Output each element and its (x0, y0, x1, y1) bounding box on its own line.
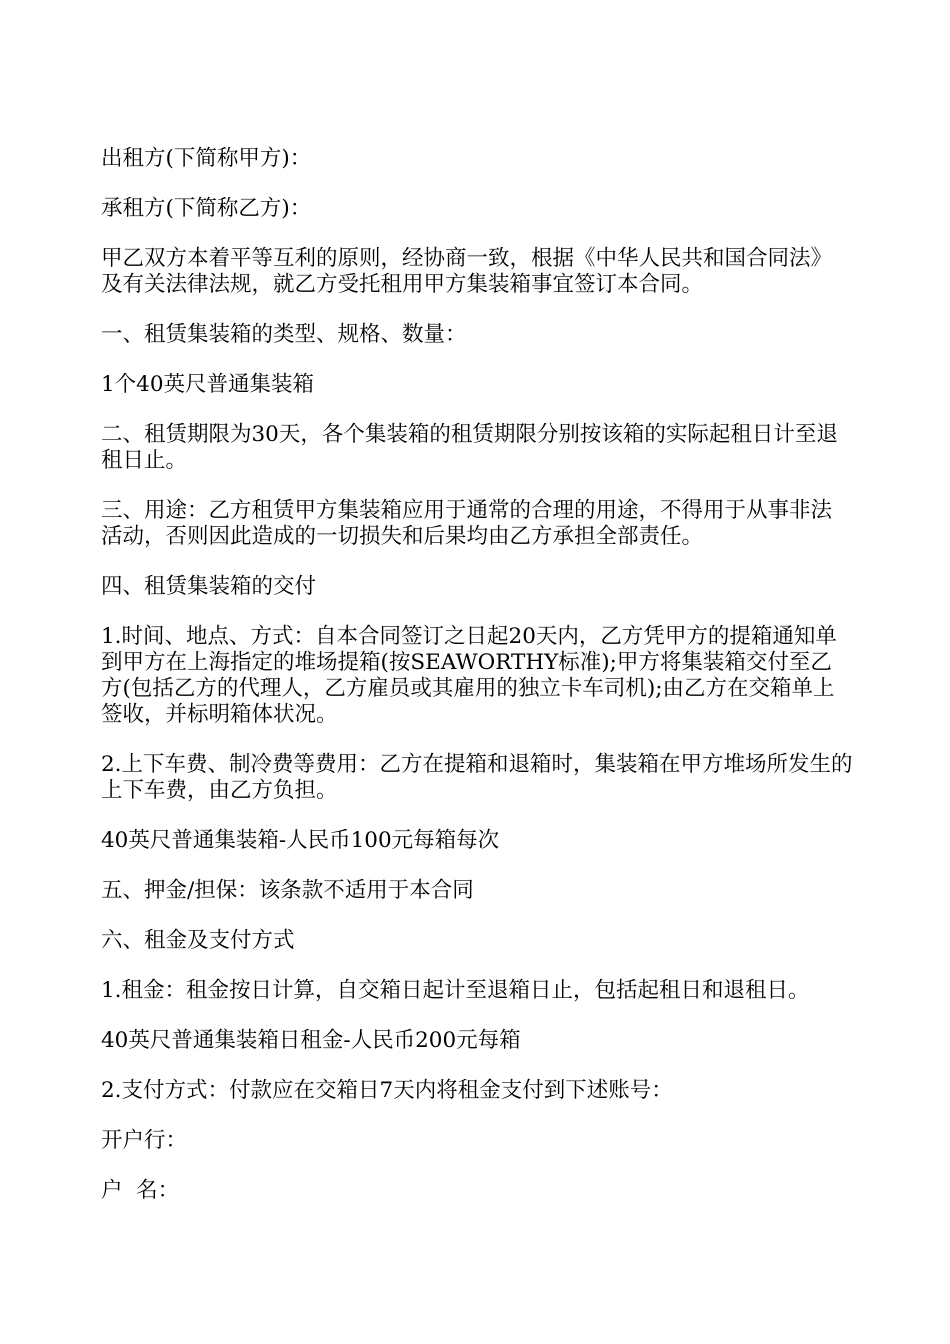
section-5-deposit: 五、押金/担保：该条款不适用于本合同 (101, 878, 474, 903)
lessee-line: 承租方(下简称乙方)： (101, 196, 312, 221)
bank-name-line: 开户行： (101, 1128, 188, 1153)
account-name-line: 户 名： (101, 1178, 180, 1203)
payment-method-clause: 2.支付方式：付款应在交箱日7天内将租金支付到下述账号： (101, 1078, 673, 1103)
daily-rent-line: 40英尺普通集装箱日租金-人民币200元每箱 (101, 1028, 521, 1053)
preamble-paragraph: 甲乙双方本着平等互利的原则，经协商一致，根据《中华人民共和国合同法》及有关法律法规，就乙方受托租用甲方集装箱事宜签订本合同。 (101, 246, 833, 297)
section-4-heading: 四、租赁集装箱的交付 (101, 574, 317, 599)
section-3-usage: 三、用途：乙方租赁甲方集装箱应用于通常的合理的用途，不得用于从事非法活动，否则因此造成的一切损失和后果均由乙方承担全部责任。 (101, 498, 833, 549)
contract-body (101, 146, 853, 1228)
delivery-clause-1: 1.时间、地点、方式：自本合同签订之日起20天内，乙方凭甲方的提箱通知单到甲方在上海指定的堆场提箱(按SEAWORTHY标准);甲方将集装箱交付至乙方(包括乙方的代理人，乙方雇员或其雇用的独立卡车司机);由乙方在交箱单上签收，并标明箱体状况。 (101, 624, 837, 727)
section-6-heading: 六、租金及支付方式 (101, 928, 295, 953)
container-quantity: 1个40英尺普通集装箱 (101, 372, 315, 397)
section-1-heading: 一、租赁集装箱的类型、规格、数量： (101, 322, 467, 347)
section-2-lease-term: 二、租赁期限为30天，各个集装箱的租赁期限分别按该箱的实际起租日计至退租日止。 (101, 422, 838, 473)
rent-clause-1: 1.租金：租金按日计算，自交箱日起计至退箱日止，包括起租日和退租日。 (101, 978, 810, 1003)
lessor-line: 出租方(下简称甲方)： (101, 146, 312, 171)
handling-fee-line: 40英尺普通集装箱-人民币100元每箱每次 (101, 828, 500, 853)
delivery-clause-2: 2.上下车费、制冷费等费用：乙方在提箱和退箱时，集装箱在甲方堆场所发生的上下车费，由乙方负担。 (101, 752, 853, 803)
